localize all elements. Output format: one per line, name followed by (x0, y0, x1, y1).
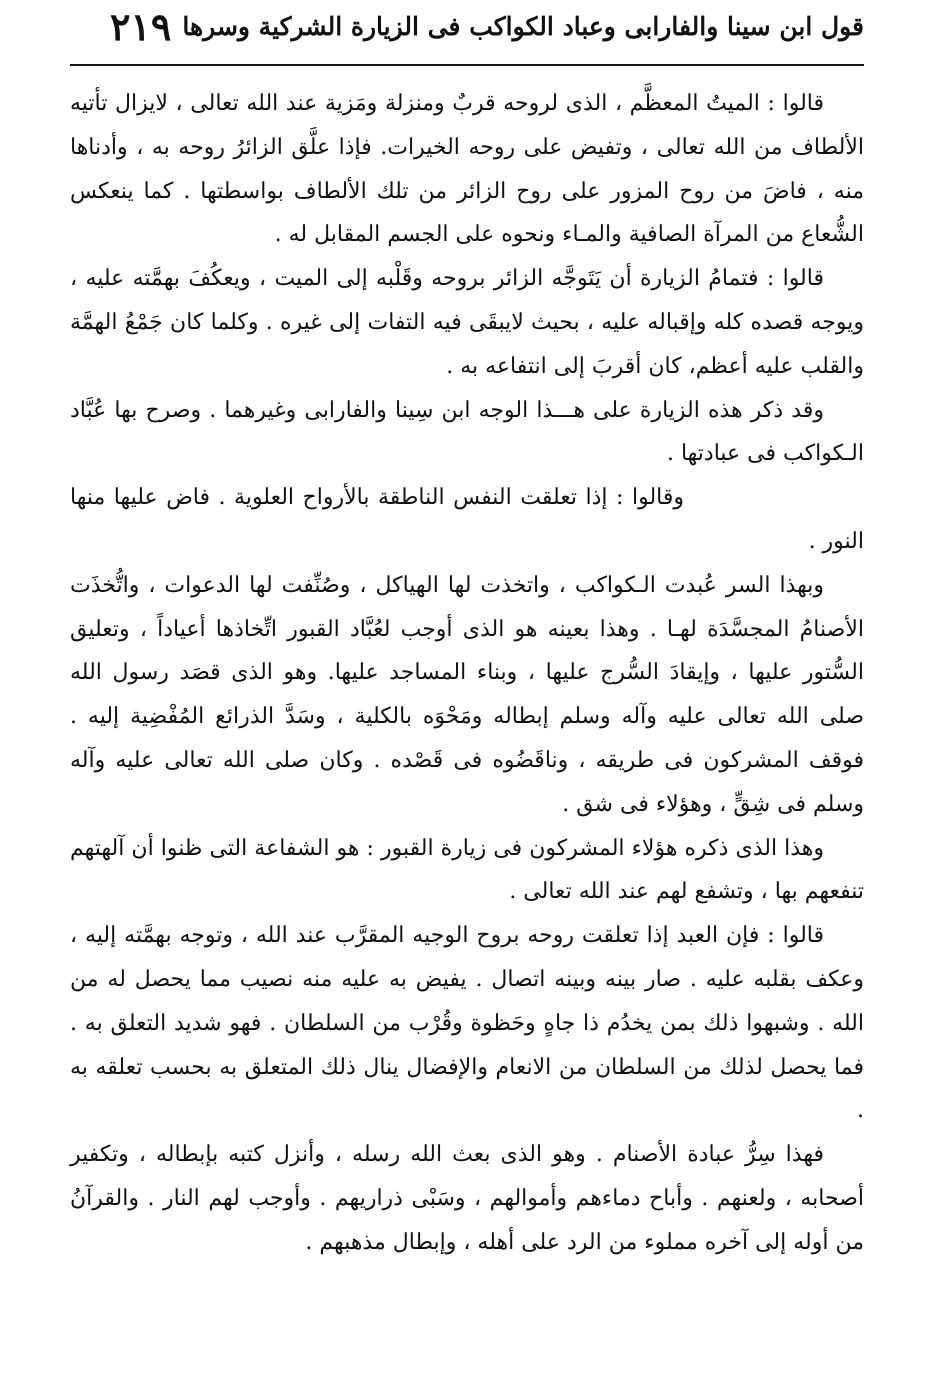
body-text (70, 82, 864, 1265)
paragraph-6: وهذا الذى ذكره هؤلاء المشركون فى زيارة القبور : هو الشفاعة التى ظنوا أن آلهتهم تنفعهم بها ، وتشفع لهم عند الله تعالى . (70, 835, 864, 905)
page-header (70, 2, 864, 62)
running-title: قول ابن سينا والفارابى وعباد الكواكب فى الزيارة الشركية وسرها (182, 12, 864, 41)
paragraph-5: وبهذا السر عُبدت الـكواكب ، واتخذت لها الهياكل ، وصُنِّفت لها الدعوات ، واتُّخذَت الأصنامُ المجسَّدَة لهـا . وهذا بعينه هو الذى أوجب لعُبَّاد القبور اتِّخاذها أعياداً ، وتعليق السُّتور عليها ، وإيقادَ السُّرج عليها ، وبناء المساجد عليها. وهو الذى قصَد رسول الله صلى الله تعالى عليه وآله وسلم إبطاله ومَحْوَه بالكلية ، وسَدَّ الذرائع المُفْضِية إليه . فوقف المشركون فى طريقه ، وناقَضُوه فى قَصْده . وكان صلى الله تعالى عليه وآله وسلم فى شِقٍّ ، وهؤلاء فى شق . (70, 572, 864, 817)
paragraph-2: قالوا : فتمامُ الزيارة أن يَتَوجَّه الزائر بروحه وقَلْبه إلى الميت ، ويعكُفَ بهمَّته عليه ، ويوجه قصده كله وإقباله عليه ، بحيث لايبقَى فيه التفات إلى غيره . وكلما كان جَمْعُ الهمَّة والقلب عليه أعظم، كان أقربَ إلى انتفاعه به . (70, 266, 864, 379)
header-rule (70, 64, 864, 66)
paragraph-7: قالوا : فإن العبد إذا تعلقت روحه بروح الوجيه المقرَّب عند الله ، وتوجه بهمَّته إليه ، وعكف بقلبه عليه . صار بينه وبينه اتصال . يفيض به عليه منه نصيب مما يحصل له من الله . وشبهوا ذلك بمن يخدُم ذا جاهٍ وحَظوة وقُرْب من السلطان . فهو شديد التعلق به . فما يحصل لذلك من السلطان من الانعام والإفضال ينال ذلك المتعلق به بحسب تعلقه به . (70, 923, 864, 1124)
paragraph-4: وقالوا : إذا تعلقت النفس الناطقة بالأرواح العلوية . فاض عليها منها النور . (70, 485, 864, 554)
paragraph-8: فهذا سِرُّ عبادة الأصنام . وهو الذى بعث الله رسله ، وأنزل كتبه بإبطاله ، وتكفير أصحابه ، ولعنهم . وأباح دماءهم وأموالهم ، وسَبْى ذراريهم . وأوجب لهم النار . والقرآنُ من أوله إلى آخره مملوء من الرد على أهله ، وإبطال مذهبهم . (70, 1142, 864, 1255)
page-number: ٢١٩ (110, 4, 172, 49)
paragraph-1: قالوا : الميتُ المعظَّم ، الذى لروحه قربٌ ومنزلة ومَزية عند الله تعالى ، لايزال تأتيه الألطاف من الله تعالى ، وتفيض على روحه الخيرات. فإذا علَّق الزائرُ روحه به ، وأدناها منه ، فاضَ من روح المزور على روح الزائر من تلك الألطاف بواسطتها . كما ينعكس الشُّعاع من المرآة الصافية والمـاء ونحوه على الجسم المقابل له . (70, 91, 864, 248)
paragraph-3: وقد ذكر هذه الزيارة على هـــذا الوجه ابن سِينا والفارابى وغيرهما . وصرح بها عُبَّاد الـكواكب فى عبادتها . (70, 397, 864, 467)
